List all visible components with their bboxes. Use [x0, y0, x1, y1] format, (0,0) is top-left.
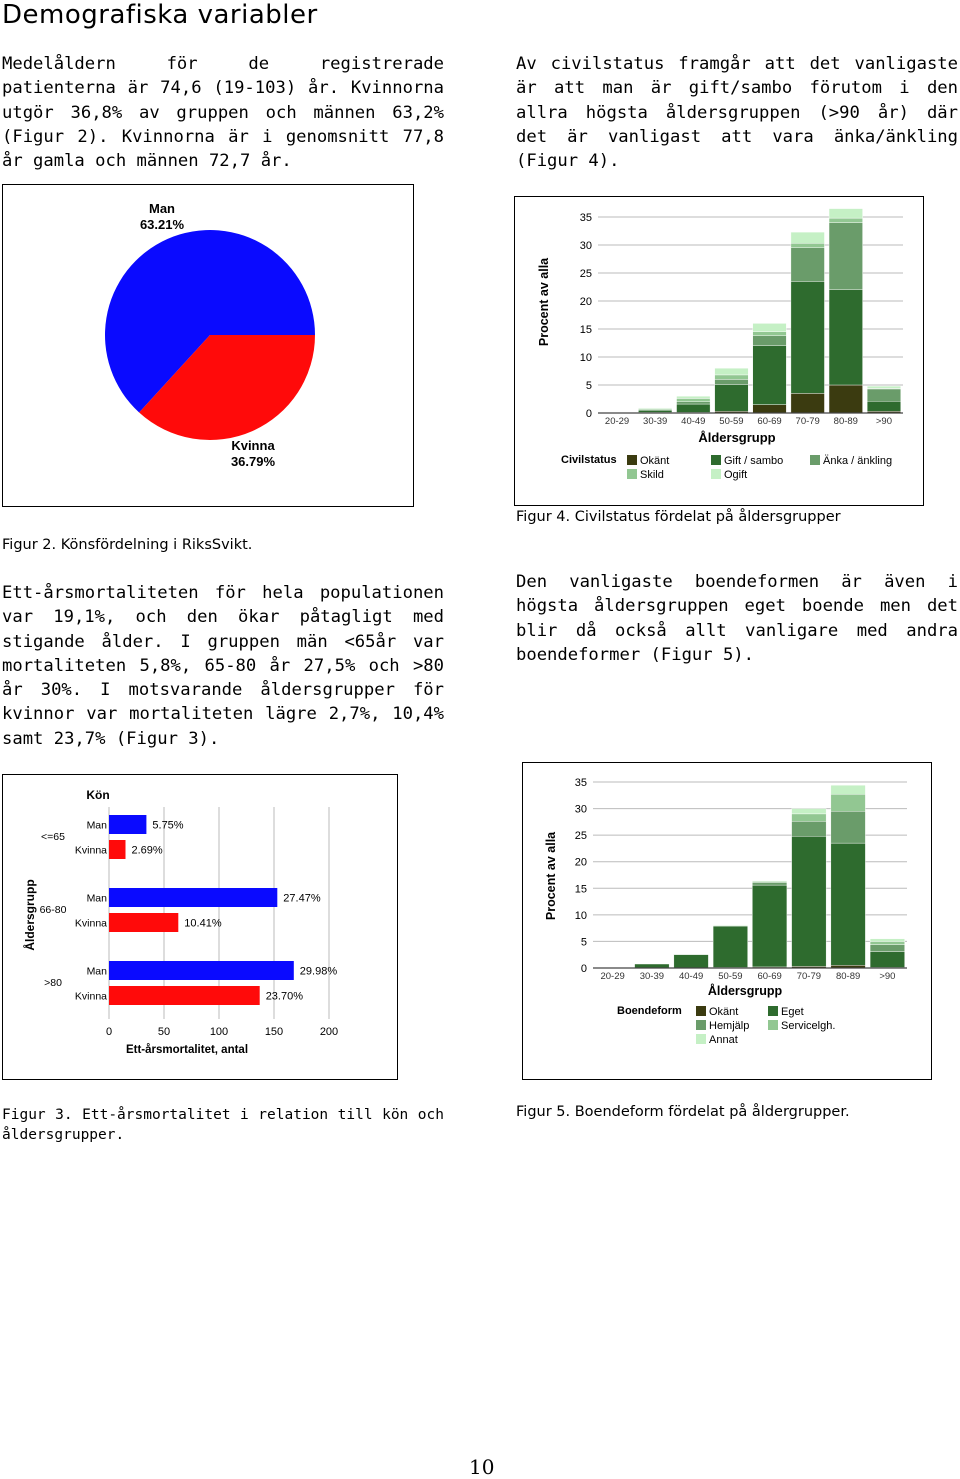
figure-3-frame — [2, 774, 398, 1080]
legend-label: Ogift — [724, 469, 748, 481]
civilstatus-stacked-bar-chart — [515, 197, 922, 504]
figure-5-caption: Figur 5. Boendeform fördelat på åldergrupper. — [516, 1104, 850, 1120]
bar-category-label: Kvinna — [74, 844, 107, 857]
bar — [109, 815, 146, 834]
figure-3-caption: Figur 3. Ett-årsmortalitet i relation till kön och åldersgrupper. — [2, 1107, 444, 1143]
x-tick-label: 70-79 — [795, 416, 820, 427]
bar-segment — [867, 401, 901, 411]
x-tick-label: 150 — [264, 1026, 284, 1038]
bar-category-label: Kvinna — [74, 990, 107, 1003]
bar-segment — [870, 945, 905, 952]
x-tick-label: 30-39 — [639, 971, 665, 982]
bar-segment — [867, 386, 901, 388]
bar-category-label: Man — [86, 819, 107, 832]
bar-category-label: Man — [86, 965, 107, 978]
bar-segment — [792, 836, 827, 966]
bar-segment — [674, 954, 709, 967]
x-tick-label: >90 — [875, 416, 892, 427]
bar-segment — [677, 402, 711, 404]
group-label: >80 — [44, 977, 62, 989]
bar-segment — [791, 248, 825, 282]
pie-value-kvinna: 36.79% — [230, 454, 276, 469]
bar-segment — [677, 398, 711, 401]
bar-segment — [791, 281, 825, 393]
y-tick-label: 0 — [580, 963, 587, 975]
page-title: Demografiska variabler — [2, 0, 318, 30]
y-tick-label: 15 — [579, 324, 592, 336]
bar-segment — [713, 926, 748, 967]
y-tick-label: 25 — [579, 268, 592, 280]
legend-label: Skild — [640, 469, 664, 481]
legend-swatch — [696, 1034, 706, 1044]
bar-segment — [753, 346, 787, 405]
x-tick-label: 50-59 — [719, 416, 744, 427]
bar-segment — [753, 405, 787, 413]
legend-swatch — [768, 1020, 778, 1030]
boendeform-stacked-bar-chart — [523, 763, 930, 1078]
pie-label-man: Man — [149, 201, 175, 216]
chart-title: Kön — [86, 788, 110, 802]
bar-segment — [715, 368, 749, 375]
x-tick-label: 80-89 — [833, 416, 858, 427]
legend-swatch — [768, 1006, 778, 1016]
y-tick-label: 5 — [585, 380, 592, 392]
bar-segment — [674, 954, 709, 955]
bar-segment — [753, 336, 787, 346]
bar — [109, 986, 260, 1005]
x-tick-label: 40-49 — [678, 971, 704, 982]
bar — [109, 888, 277, 907]
legend-swatch — [810, 455, 820, 465]
x-tick-label: 100 — [209, 1026, 229, 1038]
sex-distribution-pie-chart — [3, 185, 412, 505]
legend-swatch — [696, 1020, 706, 1030]
x-tick-label: 200 — [319, 1026, 339, 1038]
bar-segment — [715, 384, 749, 411]
bar-segment — [791, 393, 825, 413]
page-number: 10 — [469, 1455, 495, 1479]
bar-segment — [831, 811, 866, 843]
bar-segment — [715, 375, 749, 379]
bar-segment — [752, 882, 787, 885]
bar-segment — [677, 404, 711, 412]
bar-segment — [829, 218, 863, 222]
legend-label: Änka / änkling — [823, 455, 893, 467]
y-tick-label: 25 — [574, 830, 587, 843]
x-tick-label: 70-79 — [796, 971, 822, 982]
bar-segment — [635, 964, 670, 968]
bar-segment — [870, 939, 905, 942]
bar-segment — [831, 794, 866, 811]
figure-4-frame — [514, 196, 924, 506]
figure-2-frame — [2, 184, 414, 507]
group-label: 66-80 — [39, 904, 67, 916]
bar-segment — [713, 925, 748, 926]
bar-value-label: 27.47% — [283, 892, 321, 905]
legend-title: Civilstatus — [561, 454, 617, 466]
x-tick-label: 60-69 — [757, 416, 782, 427]
bar-value-label: 23.70% — [265, 990, 304, 1003]
bar-segment — [753, 323, 787, 331]
bar — [109, 840, 126, 859]
x-tick-label: 50 — [157, 1026, 171, 1038]
bar-segment — [752, 885, 787, 967]
pie-value-man: 63.21% — [139, 217, 185, 232]
legend-swatch — [711, 455, 721, 465]
figure-5-frame — [522, 762, 932, 1080]
bar-segment — [791, 243, 825, 247]
bar — [109, 913, 178, 932]
bar-value-label: 29.98% — [299, 965, 338, 978]
paragraph-mortality: Ett-årsmortaliteten för hela populationen var 19,1%, och den ökar påtagligt med stigande ålder. I gruppen män <65år var mortaliteten 5,8%, 65-80 år 27,5% och >80 år 30%. I motsvarande åldersgrupper för kvinnor var mortaliteten lägre 2,7%, 10,4% samt 23,7% (Figur 3). — [2, 583, 444, 749]
legend-label: Okänt — [640, 455, 670, 467]
bar-segment — [867, 389, 901, 401]
bar-value-label: 2.69% — [131, 844, 163, 857]
y-tick-label: 30 — [579, 240, 592, 252]
y-tick-label: 10 — [579, 352, 592, 364]
paragraph-age-sex: Medelåldern för de registrerade patienterna är 74,6 (19-103) år. Kvinnorna utgör 36,8% av gruppen och männen 63,2% (Figur 2). Kvinnorna är i genomsnitt 77,8 år gamla och männen 72,7 år. — [2, 54, 444, 172]
bar-segment — [829, 223, 863, 290]
bar-category-label: Kvinna — [74, 917, 107, 930]
y-axis-label: Procent av alla — [537, 257, 551, 347]
x-tick-label: 60-69 — [757, 971, 782, 982]
legend-label: Eget — [781, 1006, 804, 1018]
legend-swatch — [711, 469, 721, 479]
mortality-horizontal-bar-chart — [3, 775, 396, 1078]
y-tick-label: 20 — [579, 296, 592, 308]
y-tick-label: 5 — [580, 936, 587, 949]
x-tick-label: 20-29 — [604, 416, 630, 427]
x-tick-label: 30-39 — [643, 416, 668, 427]
bar-segment — [792, 814, 827, 821]
x-tick-label: 50-59 — [718, 971, 743, 982]
legend-swatch — [627, 455, 637, 465]
legend-label: Servicelgh. — [781, 1020, 836, 1032]
group-label: <=65 — [41, 831, 65, 843]
legend-title: Boendeform — [617, 1005, 682, 1017]
paragraph-boendeform: Den vanligaste boendeformen är även i högsta åldersgruppen eget boende men det blir då också allt vanligare med andra boendeformer (Figur 5). — [516, 572, 958, 665]
y-tick-label: 35 — [579, 212, 592, 224]
legend-label: Gift / sambo — [724, 455, 784, 467]
y-tick-label: 20 — [574, 856, 587, 869]
y-tick-label: 10 — [574, 909, 587, 922]
bar-value-label: 10.41% — [184, 917, 222, 930]
y-axis-label: Procent av alla — [544, 831, 558, 921]
bar-segment — [677, 396, 711, 398]
x-axis-label: Ett-årsmortalitet, antal — [125, 1044, 249, 1056]
paragraph-civilstatus: Av civilstatus framgår att det vanligaste är att man är gift/sambo förutom i den allra högsta åldersgruppen (>90 år) där det är vanligast att vara änka/änkling (Figur 4). — [516, 54, 958, 172]
x-tick-label: 80-89 — [835, 971, 861, 982]
bar-segment — [831, 785, 866, 794]
legend-swatch — [696, 1006, 706, 1016]
x-axis-label: Åldersgrupp — [698, 430, 776, 445]
y-tick-label: 15 — [574, 883, 587, 896]
bar — [109, 961, 294, 980]
bar-segment — [831, 843, 866, 965]
x-tick-label: 40-49 — [681, 416, 706, 427]
bar-segment — [752, 881, 787, 882]
x-tick-label: 0 — [105, 1026, 113, 1038]
bar-segment — [870, 952, 905, 968]
pie-label-kvinna: Kvinna — [231, 438, 275, 453]
legend-label: Annat — [709, 1034, 738, 1046]
bar-segment — [638, 410, 672, 412]
bar-segment — [638, 408, 672, 409]
y-tick-label: 30 — [574, 803, 587, 816]
y-tick-label: 0 — [585, 408, 592, 420]
bar-segment — [753, 332, 787, 336]
x-tick-label: 20-29 — [600, 971, 625, 982]
bar-value-label: 5.75% — [152, 819, 184, 832]
bar-segment — [792, 809, 827, 814]
figure-4-caption: Figur 4. Civilstatus fördelat på åldersgrupper — [516, 509, 841, 525]
x-axis-label: Åldersgrupp — [707, 984, 783, 998]
bar-segment — [715, 379, 749, 384]
x-tick-label: >90 — [879, 971, 896, 982]
bar-category-label: Man — [86, 892, 107, 905]
bar-segment — [829, 209, 863, 219]
bar-segment — [792, 821, 827, 836]
bar-segment — [791, 232, 825, 243]
y-axis-label: Åldersgrupp — [23, 879, 37, 951]
legend-swatch — [627, 469, 637, 479]
bar-segment — [829, 385, 863, 413]
legend-label: Okänt — [709, 1006, 739, 1018]
figure-2-caption: Figur 2. Könsfördelning i RiksSvikt. — [2, 537, 253, 553]
y-tick-label: 35 — [574, 777, 587, 789]
bar-segment — [829, 290, 863, 385]
legend-label: Hemjälp — [709, 1020, 750, 1032]
bar-segment — [870, 941, 905, 944]
